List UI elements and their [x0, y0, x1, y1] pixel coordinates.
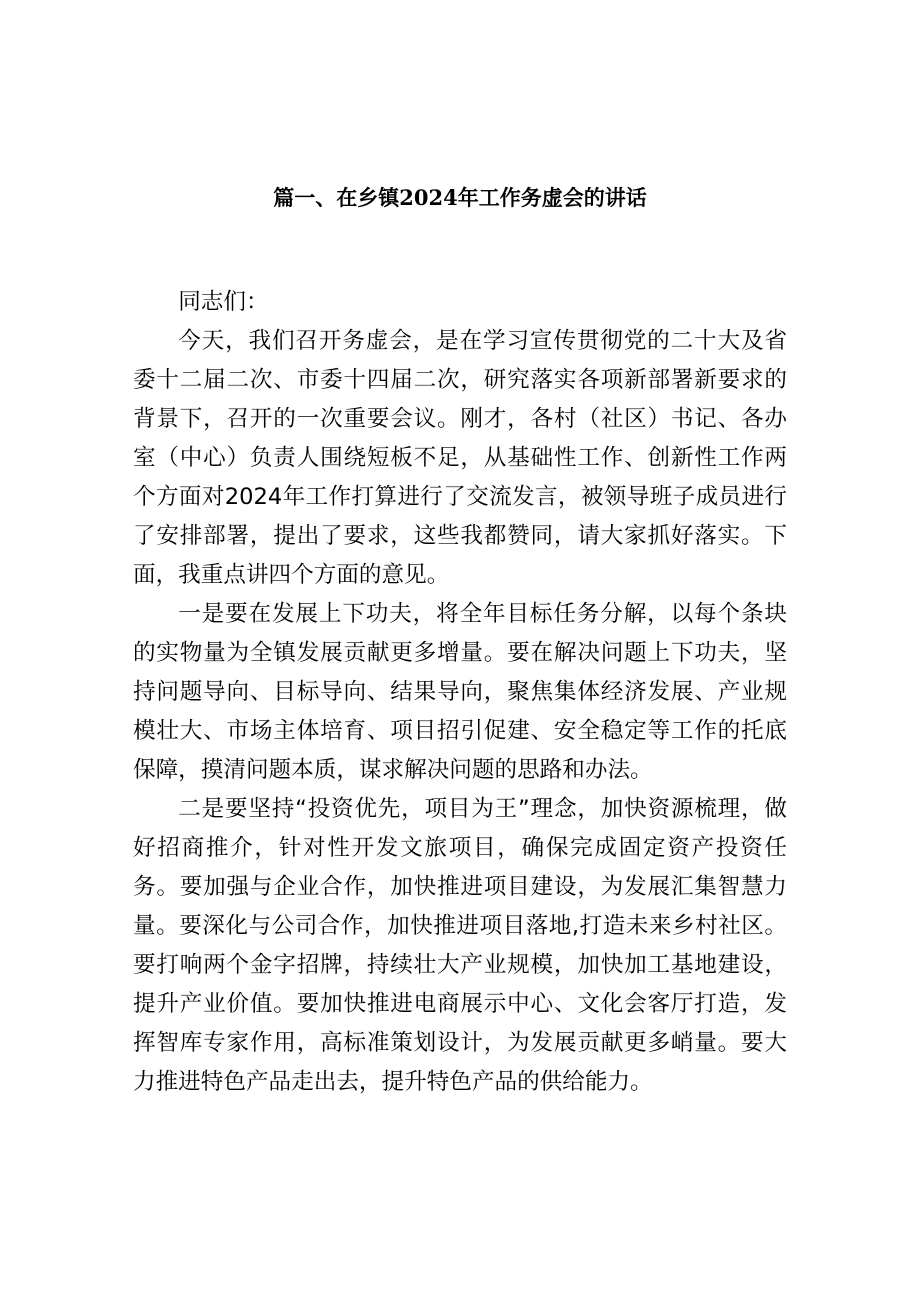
- document-title: 篇一、在乡镇2024年工作务虚会的讲话: [273, 185, 647, 210]
- point-two-paragraph: 二是要坚持“投资优先，项目为王”理念，加快资源梳理，做好招商推介，针对性开发文旅项目，确保完成固定资产投资任务。要加强与企业合作，加快推进项目建设，为发展汇集智慧力量。要深化与公司合作，加快推进项目落地,打造未来乡村社区。要打响两个金字招牌，持续壮大产业规模，加快加工基地建设，提升产业价值。要加快推进电商展示中心、文化会客厅打造，发挥智库专家作用，高标准策划设计，为发展贡献更多峭量。要大力推进特色产品走出去，提升特色产品的供给能力。: [133, 796, 787, 1095]
- document-body: [133, 283, 787, 1102]
- point-one-paragraph: 一是要在发展上下功夫，将全年目标任务分解，以每个条块的实物量为全镇发展贡献更多增量。要在解决问题上下功夫，坚持问题导向、目标导向、结果导向，聚焦集体经济发展、产业规模壮大、市场主体培育、项目招引促建、安全稳定等工作的托底保障，摸清问题本质，谋求解决问题的思路和办法。: [133, 601, 787, 783]
- salutation-paragraph: 同志们：: [178, 289, 269, 315]
- intro-paragraph: 今天，我们召开务虚会，是在学习宣传贯彻党的二十大及省委十二届二次、市委十四届二次，研究落实各项新部署新要求的背景下，召开的一次重要会议。刚才，各村（社区）书记、各办室（中心）负责人围绕短板不足，从基础性工作、创新性工作两个方面对2024年工作打算进行了交流发言，被领导班子成员进行了安排部署，提出了要求，这些我都赞同，请大家抓好落实。下面，我重点讲四个方面的意见。: [133, 328, 787, 588]
